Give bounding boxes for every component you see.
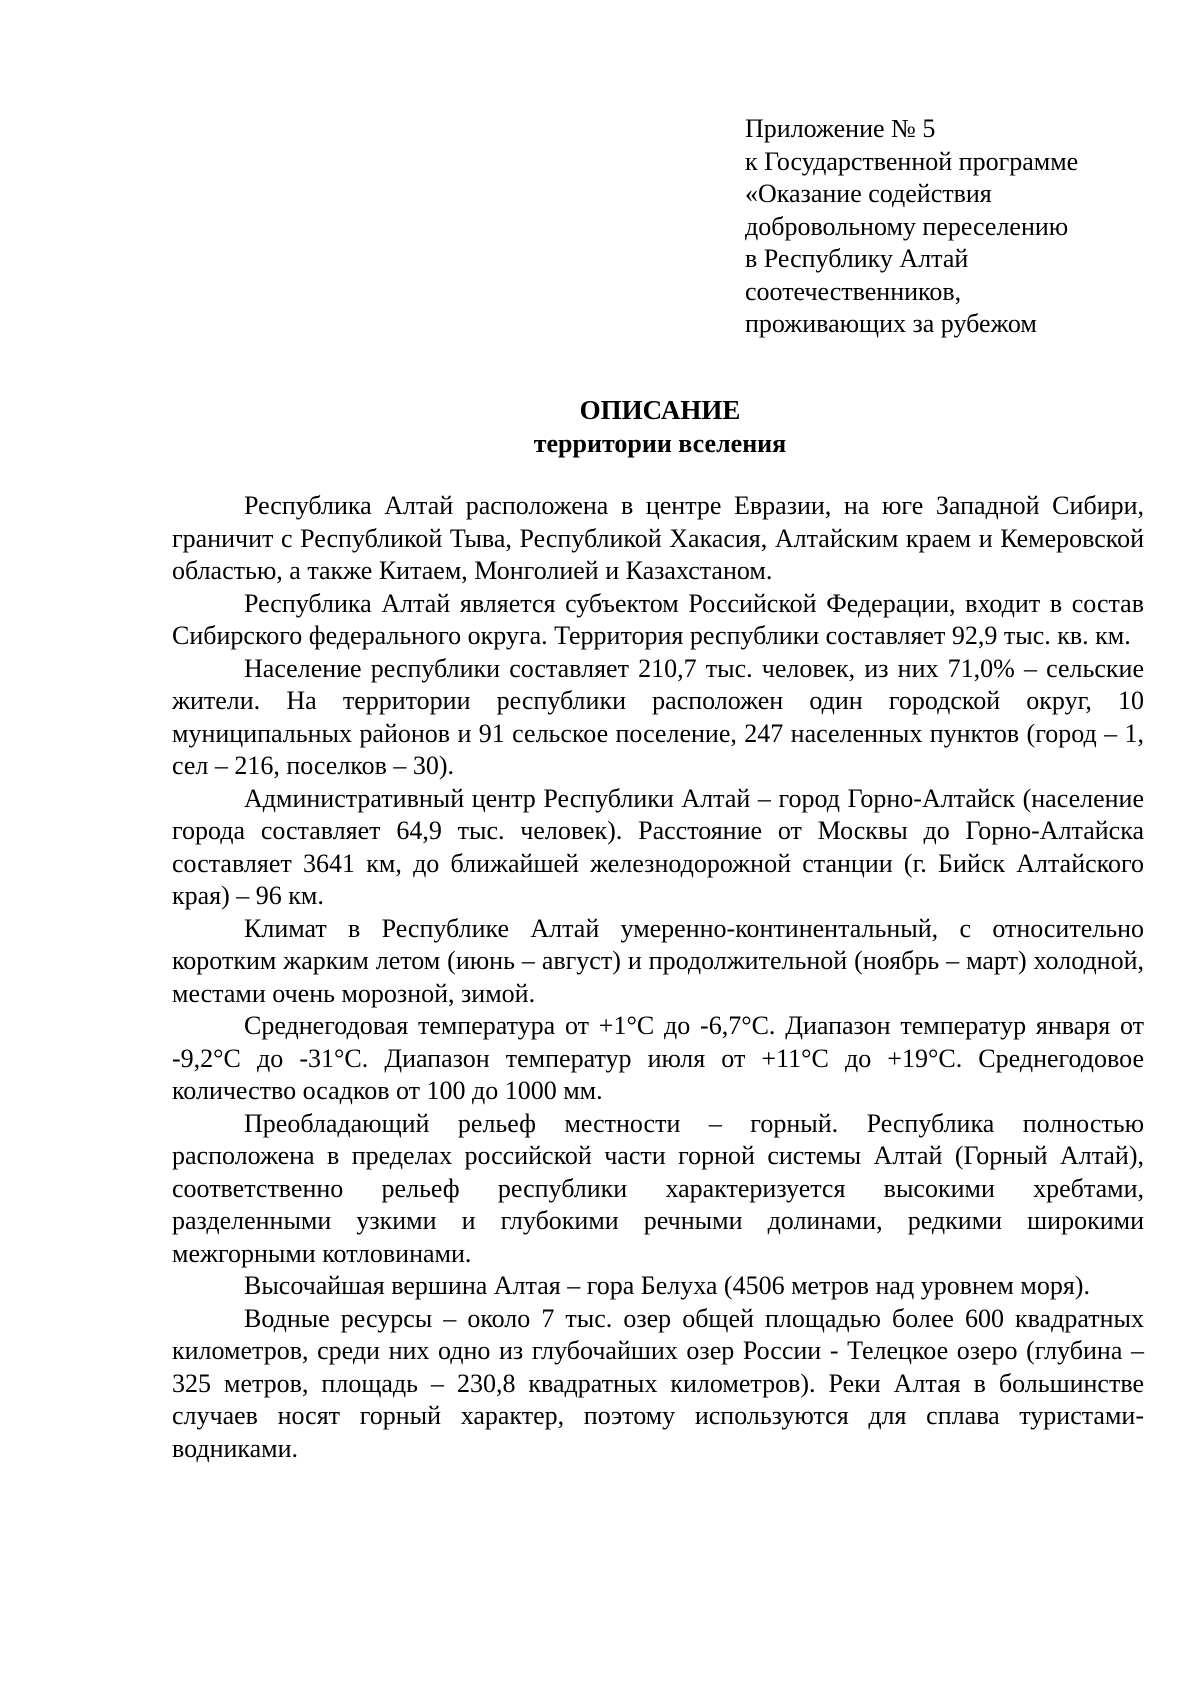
paragraph-status: Республика Алтай является субъектом Российской Федерации, входит в состав Сибирского федерального округа. Территория республики составляет 92,9 тыс. кв. км.: [172, 588, 1144, 650]
paragraph-location: Республика Алтай расположена в центре Евразии, на юге Западной Сибири, граничит с Республикой Тыва, Республикой Хакасия, Алтайским краем и Кемеровской областью, а также Китаем, Монголией и Казахстаном.: [172, 491, 1144, 585]
appendix-line: «Оказание содействия: [745, 179, 992, 208]
appendix-line: проживающих за рубежом: [745, 309, 1037, 338]
title-main: ОПИСАНИЕ: [579, 395, 741, 425]
paragraph-temperature: Среднегодовая температура от +1°С до -6,7°С. Диапазон температур января от -9,2°С до -31°С. Диапазон температур июля от +11°С до +19°С. Среднегодовое количество осадков от 100 до 1000 мм.: [172, 1011, 1144, 1105]
paragraph-population: Население республики составляет 210,7 тыс. человек, из них 71,0% – сельские жители. На территории республики расположен один городской округ, 10 муниципальных районов и 91 сельское поселение, 247 населенных пунктов (город – 1, сел – 216, поселков – 30).: [172, 653, 1144, 780]
document-body: [172, 490, 1144, 1465]
appendix-line: к Государственной программе: [745, 146, 1079, 176]
appendix-line: добровольному переселению: [745, 211, 1069, 241]
appendix-line: в Республику Алтай: [745, 244, 969, 273]
paragraph-summit: Высочайшая вершина Алтая – гора Белуха (4506 метров над уровнем моря).: [244, 1271, 1090, 1300]
paragraph-water: Водные ресурсы – около 7 тыс. озер общей площадью более 600 квадратных километров, среди них одно из глубочайших озер России - Телецкое озеро (глубина – 325 метров, площадь – 230,8 квадратных километров). Реки Алтая в большинстве случаев носят горный характер, поэтому используются для сплава туристами-водниками.: [172, 1303, 1144, 1463]
appendix-line: соотечественников,: [745, 276, 962, 306]
paragraph-climate: Климат в Республике Алтай умеренно-континентальный, с относительно коротким жарким летом (июнь – август) и продолжительной (ноябрь – март) холодной, местами очень морозной, зимой.: [172, 913, 1144, 1008]
appendix-line: Приложение № 5: [745, 114, 936, 143]
paragraph-relief: Преобладающий рельеф местности – горный. Республика полностью расположена в пределах российской части горной системы Алтай (Горный Алтай), соответственно рельеф республики характеризуется высокими хребтами, разделенными узкими и глубокими речными долинами, редкими широкими межгорными котловинами.: [172, 1108, 1144, 1268]
paragraph-capital: Административный центр Республики Алтай – город Горно-Алтайск (население города составляет 64,9 тыс. человек). Расстояние от Москвы до Горно-Алтайска составляет 3641 км, до ближайшей железнодорожной станции (г. Бийск Алтайского края) – 96 км.: [172, 783, 1144, 910]
document-title: [0, 393, 1200, 461]
title-subtitle: территории вселения: [533, 429, 787, 458]
appendix-header: [745, 113, 1145, 341]
